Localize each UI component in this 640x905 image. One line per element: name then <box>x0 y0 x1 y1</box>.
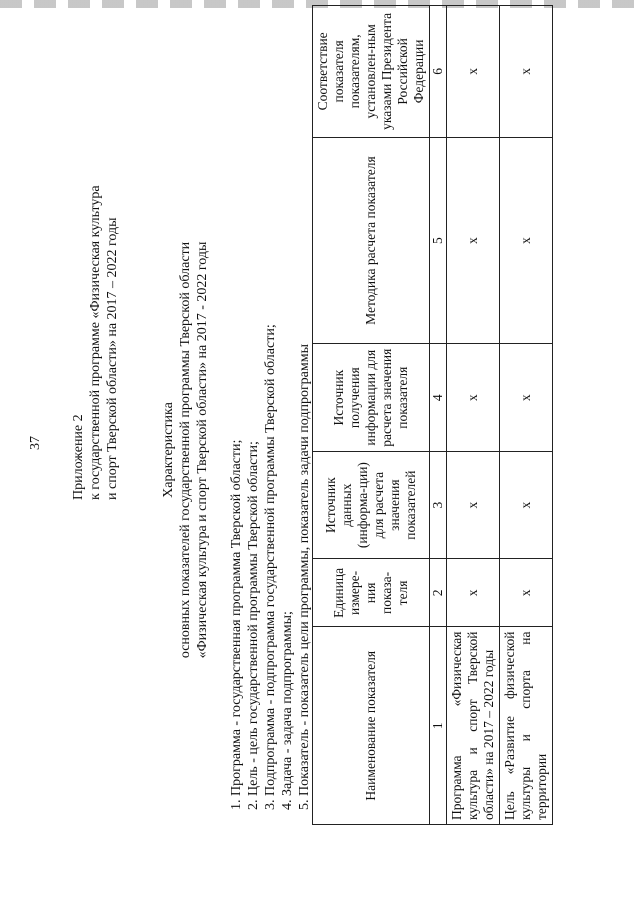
appendix-line-1: Приложение 2 <box>71 414 86 500</box>
header-data-source: Источник данных (информа-ции) для расчета значения показателей <box>313 451 430 558</box>
column-number: 4 <box>430 344 447 451</box>
table-cell: x <box>447 559 500 627</box>
table-cell: x <box>447 137 500 344</box>
column-number: 1 <box>430 627 447 825</box>
column-number: 6 <box>430 6 447 138</box>
indicator-name: Программа «Физическая культура и спорт Тверской области» на 2017 – 2022 годы <box>447 627 500 825</box>
table-row <box>500 6 553 825</box>
page-number: 37 <box>28 436 43 450</box>
definition-item: 5. Показатель - показатель цели программы, показатель задачи подпрограммы <box>297 343 312 810</box>
table-cell: x <box>500 451 553 558</box>
definition-item: 4. Задача - задача подпрограммы; <box>280 611 295 810</box>
table-cell: x <box>500 559 553 627</box>
table-cell: x <box>447 6 500 138</box>
document-title <box>160 170 211 730</box>
title-line-1: Характеристика <box>161 402 176 498</box>
column-number: 3 <box>430 451 447 558</box>
table-row <box>447 6 500 825</box>
appendix-line-3: и спорт Тверской области» на 2017 – 2022 годы <box>105 217 120 500</box>
definition-item: 3. Подпрограмма - подпрограмма государственной программы Тверской области; <box>263 324 278 810</box>
title-line-3: «Физическая культура и спорт Тверской области» на 2017 - 2022 годы <box>195 241 210 659</box>
table-cell: x <box>500 6 553 138</box>
header-indicator-name: Наименование показателя <box>313 627 430 825</box>
header-method: Методика расчета показателя <box>313 137 430 344</box>
column-number: 5 <box>430 137 447 344</box>
header-info-source: Источник получения информации для расчета значения показателя <box>313 344 430 451</box>
appendix-header <box>70 185 121 500</box>
table-cell: x <box>447 344 500 451</box>
definition-item: 1. Программа - государственная программа Тверской области; <box>229 439 244 810</box>
table-cell: x <box>500 137 553 344</box>
title-line-2: основных показателей государственной программы Тверской области <box>178 241 193 659</box>
column-number: 2 <box>430 559 447 627</box>
definition-item: 2. Цель - цель государственной программы Тверской области; <box>246 441 261 810</box>
indicator-name: Цель «Развитие физической культуры и спорта на территории <box>500 627 553 825</box>
indicators-table <box>312 5 553 825</box>
appendix-line-2: к государственной программе «Физическая культура <box>88 185 103 500</box>
definitions-list <box>228 324 313 810</box>
header-unit: Единица измере-ния показа-теля <box>313 559 430 627</box>
table-cell: x <box>447 451 500 558</box>
table-header-row <box>313 6 430 825</box>
table-cell: x <box>500 344 553 451</box>
column-number-row <box>430 6 447 825</box>
header-compliance: Соответствие показателя показателям, установлен-ным указами Президента Российской Федерации <box>313 6 430 138</box>
